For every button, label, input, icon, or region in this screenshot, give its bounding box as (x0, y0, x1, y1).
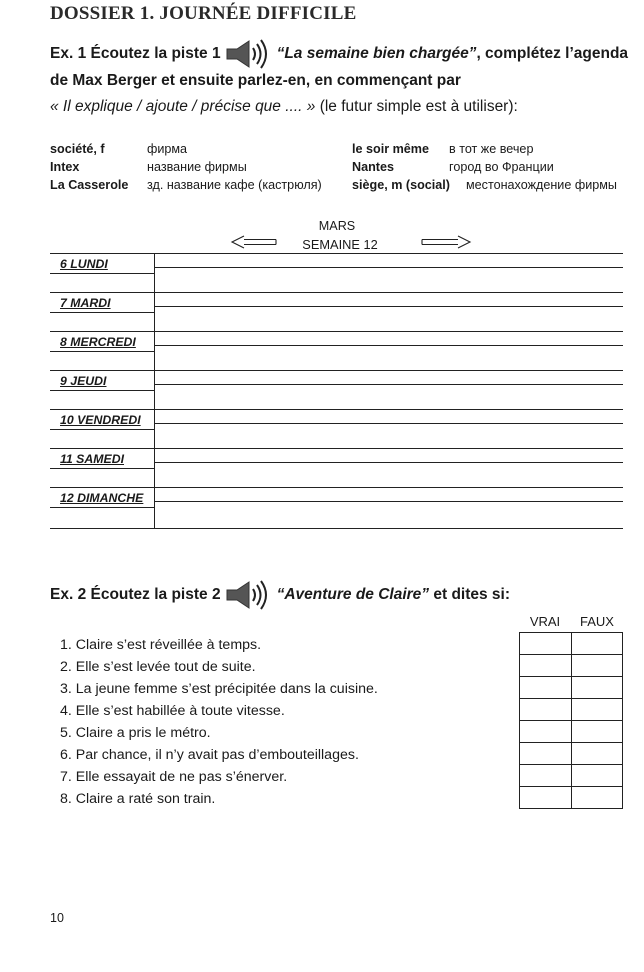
ex2-rest: et dites si: (429, 586, 511, 604)
glossary-row: le soir même в тот же вечер (352, 142, 534, 156)
agenda-day: 11 SAMEDI (60, 452, 125, 466)
agenda-day: 7 MARDI (60, 296, 111, 310)
agenda-day: 9 JEUDI (60, 374, 107, 388)
agenda-day: 10 VENDREDI (60, 413, 141, 427)
glossary-left (50, 140, 322, 194)
statement: 2. Elle s’est levée tout de suite. (60, 659, 256, 675)
ex1-label: Ex. 1 Écoutez la piste 1 (50, 45, 221, 63)
ex1-line2: de Max Berger et ensuite parlez-en, en commençant par (50, 72, 461, 89)
speaker-icon[interactable] (225, 38, 273, 70)
ex2-label: Ex. 2 Écoutez la piste 2 (50, 586, 221, 604)
dossier-title: DOSSIER 1. JOURNÉE DIFFICILE (50, 3, 357, 24)
ex1-rest: , complétez l’agenda (476, 45, 629, 63)
agenda-day: 12 DIMANCHE (60, 491, 144, 505)
statement-list (60, 634, 500, 810)
ex1-heading (50, 38, 640, 70)
statement: 5. Claire a pris le métro. (60, 725, 211, 741)
ex1-instruction-quote: « Il explique / ajoute / précise que .... » (50, 98, 316, 115)
col-vrai-header: VRAI (529, 614, 561, 629)
ex2-track-title: “Aventure de Claire” (276, 586, 430, 604)
glossary-row: siège, m (social) местонахождение фирмы (352, 178, 617, 192)
ex1-instruction (50, 96, 640, 118)
agenda-week: SEMAINE 12 (302, 237, 378, 252)
ex1-instruction-rest: (le futur simple est à utiliser): (315, 98, 518, 115)
glossary-row: société, f фирма (50, 142, 188, 156)
glossary-row: Intex название фирмы (50, 160, 247, 174)
statement: 7. Elle essayait de ne pas s’énerver. (60, 769, 288, 785)
statement: 8. Claire a raté son train. (60, 791, 216, 807)
statement: 1. Claire s’est réveillée à temps. (60, 637, 262, 653)
glossary-row: La Casserole зд. название кафе (кастрюля) (50, 178, 322, 192)
arrow-right-icon (420, 235, 472, 249)
statement: 3. La jeune femme s’est précipitée dans la cuisine. (60, 681, 378, 697)
agenda-table (50, 253, 623, 529)
agenda-day: 8 MERCREDI (60, 335, 136, 349)
statement: 4. Elle s’est habillée à toute vitesse. (60, 703, 285, 719)
agenda-day: 6 LUNDI (60, 257, 108, 271)
speaker-icon[interactable] (225, 579, 273, 611)
page-number: 10 (50, 911, 64, 925)
glossary-row: Nantes город во Франции (352, 160, 554, 174)
arrow-left-icon (230, 235, 278, 249)
agenda-month: MARS (318, 219, 356, 233)
statement: 6. Par chance, il n’y avait pas d’embouteillages. (60, 747, 359, 763)
vrai-faux-grid (519, 632, 623, 808)
glossary-right (352, 140, 617, 194)
col-faux-header: FAUX (580, 614, 614, 629)
ex2-heading (50, 579, 640, 611)
ex1-track-title: “La semaine bien chargée” (276, 45, 477, 63)
